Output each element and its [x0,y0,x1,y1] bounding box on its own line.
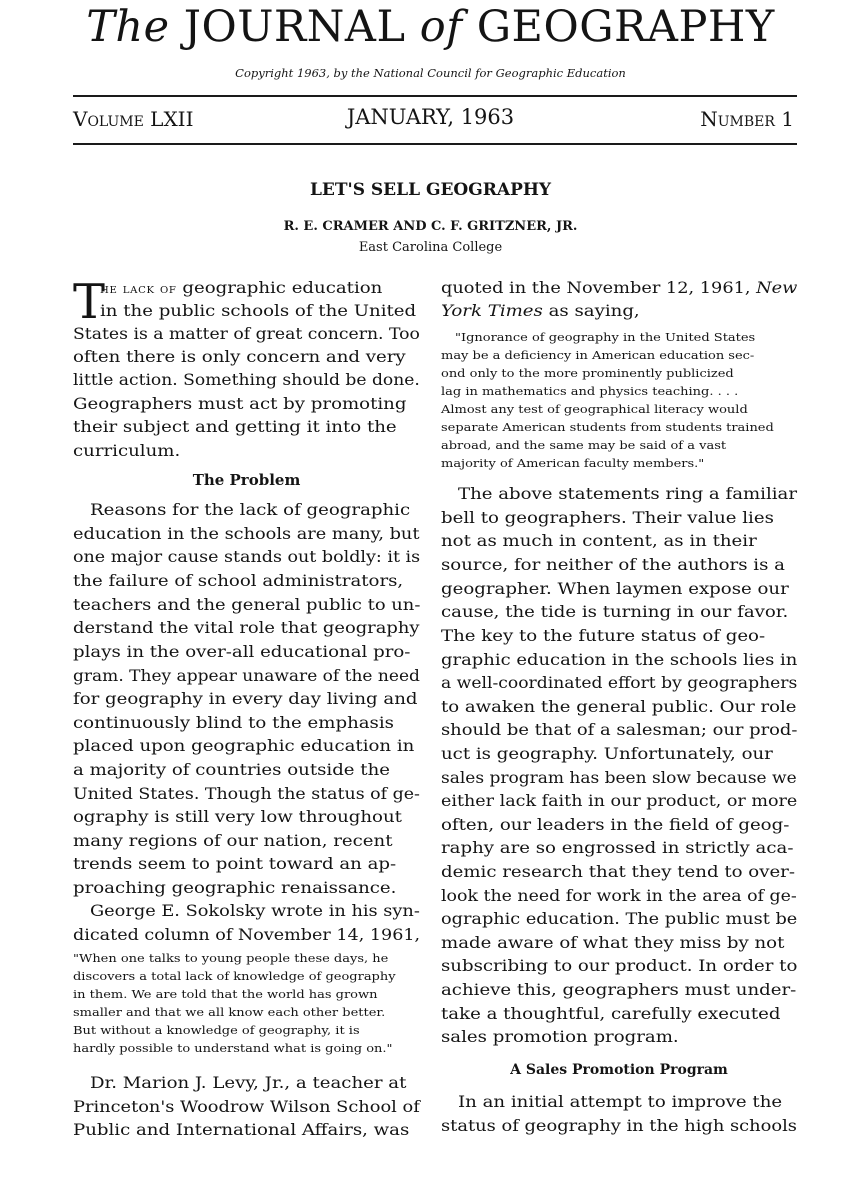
body-line: derstand the vital role that geography [73,618,420,637]
body-line: graphic education in the schools lies in [441,650,798,669]
body-line: bell to geographers. Their value lies [441,508,774,527]
body-line: achieve this, geographers must under- [441,980,797,999]
body-line: demic research that they tend to over- [441,862,795,881]
body-line: status of geography in the high schools [441,1116,797,1135]
body-line: The above statements ring a familiar [458,484,797,503]
body-line: geographer. When laymen expose our [441,579,789,598]
quote-line: ond only to the more prominently publicized [441,366,734,380]
quote-line: abroad, and the same may be said of a vast [441,438,727,452]
body-line: The key to the future status of geo- [441,626,766,645]
body-line: sales promotion program. [441,1027,679,1046]
body-line: one major cause stands out boldly: it is [73,547,421,566]
body-line: curriculum. [73,441,181,460]
intro-first-line [100,280,382,296]
body-line: should be that of a salesman; our prod- [441,720,798,739]
masthead-geography: GEOGRAPHY [476,2,775,52]
body-line: raphy are so engrossed in strictly aca- [441,838,794,857]
body-line: George E. Sokolsky wrote in his syn- [90,901,420,920]
masthead-of: of [419,2,463,52]
body-line: either lack faith in our product, or more [441,791,798,810]
new-york-times-part2: York Times [441,301,543,320]
body-line: Dr. Marion J. Levy, Jr., a teacher at [90,1073,407,1092]
new-york-times-part1: New [756,278,798,297]
body-line: teachers and the general public to un- [73,595,421,614]
article-title: LET'S SELL GEOGRAPHY [309,180,552,200]
journal-masthead [0,2,861,52]
body-line: Geographers must act by promoting [73,394,407,413]
intro-smallcaps: he lack of [100,282,177,297]
body-line: Public and International Affairs, was [73,1120,410,1139]
quote-line: separate American students from students trained [441,420,774,434]
body-line: to awaken the general public. Our role [441,697,797,716]
issue-number: Number 1 [700,107,794,131]
quoted-line-2-text: as saying, [542,301,640,320]
heading-sales-promotion: A Sales Promotion Program [510,1062,728,1078]
quoted-line-1 [441,280,797,296]
article-affiliation: East Carolina College [358,240,503,255]
quote-line: "When one talks to young people these days, he [73,951,389,965]
quote-line: discovers a total lack of knowledge of geography [73,969,396,983]
body-line: subscribing to our product. In order to [441,956,798,975]
body-line: uct is geography. Unfortunately, our [441,744,773,763]
body-line: States is a matter of great concern. Too [73,324,420,343]
body-line: often, our leaders in the field of geog- [441,815,790,834]
body-line: many regions of our nation, recent [73,831,393,850]
quote-line: "Ignorance of geography in the United States [455,330,756,344]
body-line: in the public schools of the United [100,301,417,320]
body-line: education in the schools are many, but [73,524,420,543]
body-line: Reasons for the lack of geographic [90,500,411,519]
body-line: a majority of countries outside the [73,760,390,779]
issue-date: JANUARY, 1963 [346,105,515,129]
body-line: sales program has been slow because we [441,768,797,787]
body-line: plays in the over-all educational pro- [73,642,411,661]
masthead-journal: JOURNAL [183,2,406,52]
top-rule [73,95,797,97]
drop-cap: T [73,274,106,330]
masthead-the: The [86,2,170,52]
body-line: little action. Something should be done. [73,370,420,389]
article-authors: R. E. CRAMER AND C. F. GRITZNER, JR. [283,219,578,234]
copyright-line: Copyright 1963, by the National Council for Geographic Education [235,66,626,80]
body-line: In an initial attempt to improve the [458,1092,783,1111]
body-line: ography is still very low throughout [73,807,402,826]
body-line: gram. They appear unaware of the need [73,666,420,685]
body-line: dicated column of November 14, 1961, [73,925,421,944]
body-line: continuously blind to the emphasis [73,713,394,732]
quote-line: But without a knowledge of geography, it is [73,1023,360,1037]
quote-line: smaller and that we all know each other better. [73,1005,386,1019]
body-line: United States. Though the status of ge- [73,784,420,803]
quoted-line-1-text: quoted in the November 12, 1961, [441,278,757,297]
body-line: made aware of what they miss by not [441,933,785,952]
body-line: source, for neither of the authors is a [441,555,785,574]
body-line: placed upon geographic education in [73,736,415,755]
body-line: their subject and getting it into the [73,417,397,436]
body-line: the failure of school administrators, [73,571,404,590]
quote-line: in them. We are told that the world has grown [73,987,378,1001]
body-line: ographic education. The public must be [441,909,798,928]
body-line: often there is only concern and very [73,347,406,366]
quote-line: Almost any test of geographical literacy would [441,402,748,416]
body-line: not as much in content, as in their [441,531,757,550]
bottom-rule [73,143,797,145]
quote-line: majority of American faculty members." [441,456,705,470]
body-line: proaching geographic renaissance. [73,878,397,897]
quoted-line-2 [441,303,640,319]
heading-the-problem: The Problem [192,471,301,489]
quote-line: may be a deficiency in American education sec- [441,348,755,362]
body-line: cause, the tide is turning in our favor. [441,602,789,621]
body-line: take a thoughtful, carefully executed [441,1004,781,1023]
body-line: look the need for work in the area of ge- [441,886,797,905]
volume-label: Volume LXII [73,107,194,131]
body-line: a well-coordinated effort by geographers [441,673,798,692]
body-line: for geography in every day living and [73,689,418,708]
quote-line: hardly possible to understand what is going on." [73,1041,393,1055]
quote-line: lag in mathematics and physics teaching. . . . [441,384,739,398]
body-line: trends seem to point toward an ap- [73,854,397,873]
body-line: Princeton's Woodrow Wilson School of [73,1097,420,1116]
intro-first-rest: geographic education [176,278,383,297]
